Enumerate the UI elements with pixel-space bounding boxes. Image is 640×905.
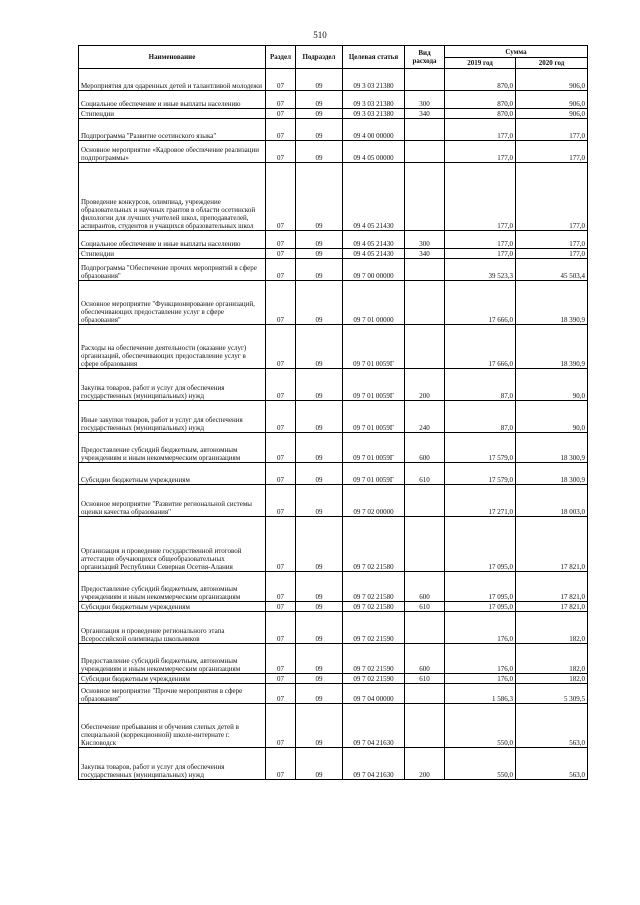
row-target-article: 09 7 04 21630: [343, 748, 405, 780]
row-sum-2020: 18 390,9: [516, 325, 588, 369]
row-subsection: 09: [296, 109, 343, 119]
row-subsection: 09: [296, 704, 343, 748]
table-row: [79, 674, 588, 684]
row-expense-type: 300: [405, 231, 445, 249]
row-section: 07: [266, 109, 296, 119]
row-sum-2020: 177,0: [516, 119, 588, 141]
row-sum-2020: 563,0: [516, 748, 588, 780]
row-name: Проведение конкурсов, олимпиад, учреждение образовательных и научных грантов в области осетинской филологии для лучших учителей школ, преподавателей, аспирантов, студентов и учащихся образовательных школ: [79, 163, 266, 231]
header-target-article: Целевая статья: [343, 46, 405, 69]
row-sum-2019: 550,0: [445, 704, 516, 748]
row-sum-2020: 5 309,5: [516, 684, 588, 704]
table-row: [79, 281, 588, 325]
table-row: [79, 91, 588, 109]
row-name: Предоставление субсидий бюджетным, автономным учреждениям и иным некоммерческим организациям: [79, 572, 266, 602]
row-name: Организация и проведение государственной итоговой аттестации обучающихся общеобразовательных организаций Республики Северная Осетия-Алания: [79, 517, 266, 572]
row-target-article: 09 4 05 00000: [343, 141, 405, 163]
row-section: 07: [266, 91, 296, 109]
row-name: Социальное обеспечение и иные выплаты населению: [79, 91, 266, 109]
row-sum-2019: 177,0: [445, 119, 516, 141]
table-row: [79, 612, 588, 644]
table-row: [79, 249, 588, 259]
row-expense-type: 240: [405, 401, 445, 433]
row-expense-type: 200: [405, 748, 445, 780]
row-sum-2019: 870,0: [445, 69, 516, 91]
row-sum-2019: 177,0: [445, 141, 516, 163]
row-sum-2019: 17 095,0: [445, 517, 516, 572]
row-name: Основное мероприятие "Функционирование организаций, обеспечивающих предоставление услуг в сфере образования": [79, 281, 266, 325]
row-expense-type: 200: [405, 369, 445, 401]
table-row: [79, 325, 588, 369]
row-section: 07: [266, 281, 296, 325]
row-name: Основное мероприятие "Развитие региональной системы оценки качества образования": [79, 485, 266, 517]
row-sum-2019: 177,0: [445, 249, 516, 259]
row-name: Расходы на обеспечение деятельности (оказание услуг) организаций, обеспечивающих предоставление услуг в сфере образования: [79, 325, 266, 369]
table-row: [79, 517, 588, 572]
row-section: 07: [266, 612, 296, 644]
row-expense-type: 610: [405, 463, 445, 485]
table-row: [79, 704, 588, 748]
row-sum-2019: 1 586,3: [445, 684, 516, 704]
row-sum-2020: 17 821,0: [516, 572, 588, 602]
table-row: [79, 644, 588, 674]
row-target-article: 09 7 02 21580: [343, 602, 405, 612]
row-expense-type: [405, 119, 445, 141]
row-section: 07: [266, 704, 296, 748]
row-subsection: 09: [296, 231, 343, 249]
row-section: 07: [266, 163, 296, 231]
row-name: Основное мероприятие «Кадровое обеспечение реализации подпрограммы»: [79, 141, 266, 163]
row-name: Иные закупки товаров, работ и услуг для обеспечения государственных (муниципальных) нужд: [79, 401, 266, 433]
row-sum-2019: 17 579,0: [445, 463, 516, 485]
row-target-article: 09 7 01 0059Г: [343, 369, 405, 401]
budget-table: [78, 45, 588, 780]
table-row: [79, 463, 588, 485]
row-sum-2020: 177,0: [516, 141, 588, 163]
row-name: Организация и проведение регионального этапа Всероссийской олимпиады школьников: [79, 612, 266, 644]
row-expense-type: 600: [405, 644, 445, 674]
row-subsection: 09: [296, 281, 343, 325]
row-subsection: 09: [296, 602, 343, 612]
row-target-article: 09 3 03 21380: [343, 91, 405, 109]
row-name: Подпрограмма "Обеспечение прочих мероприятий в сфере образования": [79, 259, 266, 281]
row-section: 07: [266, 119, 296, 141]
row-sum-2020: 90,0: [516, 401, 588, 433]
row-name: Закупка товаров, работ и услуг для обеспечения государственных (муниципальных) нужд: [79, 369, 266, 401]
row-expense-type: [405, 485, 445, 517]
row-sum-2020: 182,0: [516, 644, 588, 674]
row-subsection: 09: [296, 325, 343, 369]
row-section: 07: [266, 369, 296, 401]
row-sum-2019: 17 666,0: [445, 325, 516, 369]
row-sum-2020: 906,0: [516, 69, 588, 91]
row-subsection: 09: [296, 463, 343, 485]
row-expense-type: 300: [405, 91, 445, 109]
row-expense-type: 610: [405, 674, 445, 684]
row-section: 07: [266, 684, 296, 704]
row-target-article: 09 7 02 21580: [343, 572, 405, 602]
row-sum-2019: 550,0: [445, 748, 516, 780]
page-number: 510: [313, 30, 327, 40]
row-section: 07: [266, 644, 296, 674]
header-subsection: Подраздел: [296, 46, 343, 69]
table-row: [79, 401, 588, 433]
table-row: [79, 141, 588, 163]
row-sum-2020: 182,0: [516, 674, 588, 684]
row-target-article: 09 7 02 21580: [343, 517, 405, 572]
row-expense-type: 340: [405, 109, 445, 119]
row-subsection: 09: [296, 485, 343, 517]
row-name: Предоставление субсидий бюджетным, автономным учреждениям и иным некоммерческим организациям: [79, 433, 266, 463]
row-target-article: 09 7 02 21590: [343, 612, 405, 644]
row-subsection: 09: [296, 401, 343, 433]
row-sum-2019: 17 095,0: [445, 572, 516, 602]
row-section: 07: [266, 401, 296, 433]
row-target-article: 09 7 04 00000: [343, 684, 405, 704]
table-row: [79, 748, 588, 780]
row-name: Субсидии бюджетным учреждениям: [79, 674, 266, 684]
row-subsection: 09: [296, 249, 343, 259]
row-expense-type: [405, 325, 445, 369]
row-sum-2019: 870,0: [445, 109, 516, 119]
row-subsection: 09: [296, 163, 343, 231]
row-expense-type: [405, 281, 445, 325]
row-section: 07: [266, 69, 296, 91]
row-name: Субсидии бюджетным учреждениям: [79, 463, 266, 485]
row-sum-2020: 182,0: [516, 612, 588, 644]
table-row: [79, 369, 588, 401]
row-name: Субсидии бюджетным учреждениям: [79, 602, 266, 612]
row-section: 07: [266, 463, 296, 485]
row-target-article: 09 3 03 21380: [343, 69, 405, 91]
row-sum-2019: 17 579,0: [445, 433, 516, 463]
row-subsection: 09: [296, 644, 343, 674]
row-target-article: 09 4 05 21430: [343, 163, 405, 231]
row-section: 07: [266, 485, 296, 517]
row-expense-type: 610: [405, 602, 445, 612]
row-sum-2020: 18 300,9: [516, 463, 588, 485]
row-name: Социальное обеспечение и иные выплаты населению: [79, 231, 266, 249]
table-row: [79, 485, 588, 517]
row-section: 07: [266, 231, 296, 249]
table-row: [79, 572, 588, 602]
table-row: [79, 684, 588, 704]
row-subsection: 09: [296, 119, 343, 141]
table-row: [79, 433, 588, 463]
row-subsection: 09: [296, 517, 343, 572]
row-subsection: 09: [296, 572, 343, 602]
row-expense-type: [405, 704, 445, 748]
table-row: [79, 259, 588, 281]
row-section: 07: [266, 572, 296, 602]
row-target-article: 09 7 02 21590: [343, 644, 405, 674]
row-sum-2020: 17 821,0: [516, 602, 588, 612]
row-section: 07: [266, 259, 296, 281]
row-target-article: 09 7 01 0059Г: [343, 433, 405, 463]
row-sum-2020: 45 503,4: [516, 259, 588, 281]
row-sum-2020: 90,0: [516, 369, 588, 401]
table-row: [79, 69, 588, 91]
row-target-article: 09 7 04 21630: [343, 704, 405, 748]
row-name: Стипендии: [79, 249, 266, 259]
row-target-article: 09 7 01 0059Г: [343, 325, 405, 369]
row-sum-2020: 906,0: [516, 91, 588, 109]
row-expense-type: [405, 612, 445, 644]
row-subsection: 09: [296, 369, 343, 401]
table-row: [79, 163, 588, 231]
row-target-article: 09 7 02 21590: [343, 674, 405, 684]
row-sum-2019: 17 095,0: [445, 602, 516, 612]
row-section: 07: [266, 517, 296, 572]
row-subsection: 09: [296, 91, 343, 109]
header-2020: 2020 год: [516, 58, 588, 69]
row-sum-2019: 87,0: [445, 369, 516, 401]
row-subsection: 09: [296, 259, 343, 281]
row-subsection: 09: [296, 69, 343, 91]
row-expense-type: [405, 163, 445, 231]
row-sum-2019: 177,0: [445, 231, 516, 249]
row-sum-2019: 176,0: [445, 612, 516, 644]
table-row: [79, 602, 588, 612]
row-target-article: 09 7 01 00000: [343, 281, 405, 325]
row-sum-2020: 177,0: [516, 163, 588, 231]
row-expense-type: [405, 141, 445, 163]
row-sum-2019: 870,0: [445, 91, 516, 109]
row-section: 07: [266, 602, 296, 612]
row-subsection: 09: [296, 748, 343, 780]
row-sum-2019: 87,0: [445, 401, 516, 433]
row-section: 07: [266, 433, 296, 463]
header-2019: 2019 год: [445, 58, 516, 69]
row-expense-type: [405, 69, 445, 91]
row-sum-2020: 18 390,9: [516, 281, 588, 325]
row-section: 07: [266, 249, 296, 259]
row-sum-2019: 177,0: [445, 163, 516, 231]
row-sum-2020: 906,0: [516, 109, 588, 119]
row-target-article: 09 7 01 0059Г: [343, 463, 405, 485]
row-target-article: 09 7 02 00000: [343, 485, 405, 517]
row-sum-2019: 17 666,0: [445, 281, 516, 325]
row-sum-2020: 18 300,9: [516, 433, 588, 463]
row-target-article: 09 3 03 21380: [343, 109, 405, 119]
row-target-article: 09 4 05 21430: [343, 249, 405, 259]
row-expense-type: [405, 259, 445, 281]
row-subsection: 09: [296, 141, 343, 163]
row-name: Основное мероприятие "Прочие мероприятия в сфере образования": [79, 684, 266, 704]
row-subsection: 09: [296, 612, 343, 644]
row-subsection: 09: [296, 684, 343, 704]
table-row: [79, 109, 588, 119]
row-expense-type: [405, 684, 445, 704]
row-name: Предоставление субсидий бюджетным, автономным учреждениям и иным некоммерческим организациям: [79, 644, 266, 674]
row-expense-type: 340: [405, 249, 445, 259]
row-name: Мероприятия для одаренных детей и талантливой молодежи: [79, 69, 266, 91]
row-expense-type: [405, 517, 445, 572]
row-sum-2019: 176,0: [445, 674, 516, 684]
row-name: Стипендии: [79, 109, 266, 119]
row-target-article: 09 4 00 00000: [343, 119, 405, 141]
table-row: [79, 119, 588, 141]
row-sum-2019: 176,0: [445, 644, 516, 674]
row-section: 07: [266, 748, 296, 780]
row-expense-type: 600: [405, 572, 445, 602]
row-sum-2019: 17 271,0: [445, 485, 516, 517]
row-name: Обеспечение пребывания и обучения слепых детей в специальной (коррекционной) школе-интернате г. Кисловодск: [79, 704, 266, 748]
header-section: Раздел: [266, 46, 296, 69]
row-target-article: 09 4 05 21430: [343, 231, 405, 249]
table-row: [79, 231, 588, 249]
header-name: Наименование: [79, 46, 266, 69]
row-section: 07: [266, 674, 296, 684]
row-sum-2020: 177,0: [516, 249, 588, 259]
row-target-article: 09 7 00 00000: [343, 259, 405, 281]
row-name: Закупка товаров, работ и услуг для обеспечения государственных (муниципальных) нужд: [79, 748, 266, 780]
table-body: [79, 69, 588, 780]
row-section: 07: [266, 141, 296, 163]
row-subsection: 09: [296, 674, 343, 684]
row-sum-2020: 563,0: [516, 704, 588, 748]
row-sum-2019: 39 523,3: [445, 259, 516, 281]
row-sum-2020: 177,0: [516, 231, 588, 249]
row-target-article: 09 7 01 0059Г: [343, 401, 405, 433]
row-sum-2020: 18 003,0: [516, 485, 588, 517]
row-expense-type: 600: [405, 433, 445, 463]
row-sum-2020: 17 821,0: [516, 517, 588, 572]
header-expense-type: Вид расхода: [405, 46, 445, 69]
row-subsection: 09: [296, 433, 343, 463]
row-name: Подпрограмма "Развитие осетинского языка": [79, 119, 266, 141]
header-sum: Сумма: [445, 46, 588, 58]
row-section: 07: [266, 325, 296, 369]
